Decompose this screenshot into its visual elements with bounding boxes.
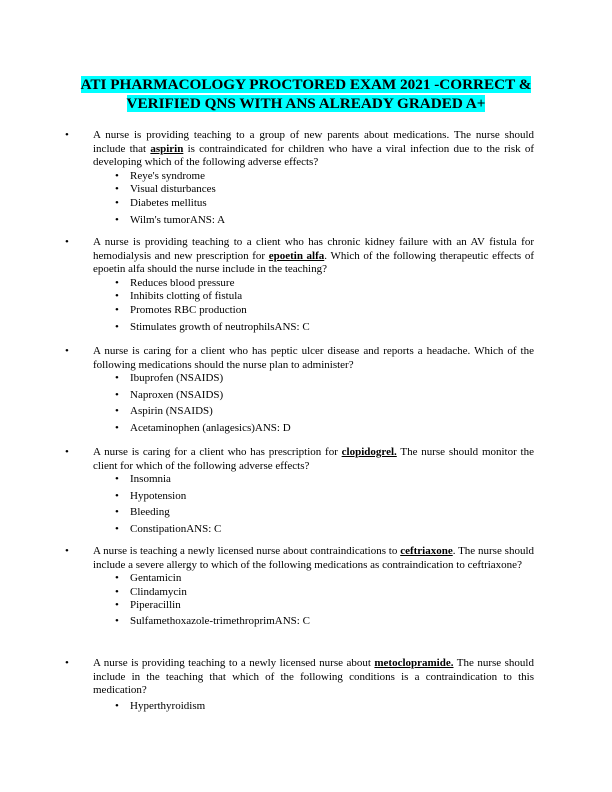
answer-option: • Visual disturbances xyxy=(115,183,534,197)
answer-option: • Promotes RBC production xyxy=(115,304,534,318)
answer-option: • Acetaminophen (anlagesics)ANS: D xyxy=(115,422,534,436)
answer-option: • Wilm's tumorANS: A xyxy=(115,214,534,228)
answer-options xyxy=(115,473,534,536)
question-stem: A nurse is teaching a newly licensed nurse about contraindications to ceftriaxone. The nurse should include a severe allergy to which of the following medications as contraindication to ceftriaxone? xyxy=(93,545,534,571)
answer-options xyxy=(115,277,534,335)
answer-option: • Inhibits clotting of fistula xyxy=(115,290,534,304)
answer-option: • Hypotension xyxy=(115,490,534,504)
answer-option: • Diabetes mellitus xyxy=(115,197,534,211)
answer-option: • Gentamicin xyxy=(115,572,534,586)
answer-option: • Aspirin (NSAIDS) xyxy=(115,405,534,419)
answer-option: • Clindamycin xyxy=(115,586,534,600)
question-item xyxy=(60,446,534,536)
answer-option: • Bleeding xyxy=(115,506,534,520)
answer-option: • Insomnia xyxy=(115,473,534,487)
answer-option: • Piperacillin xyxy=(115,599,534,613)
answer-options xyxy=(115,700,534,714)
drug-name: aspirin xyxy=(150,142,184,155)
question-stem: A nurse is caring for a client who has prescription for clopidogrel. The nurse should monitor the client for which of the following adverse effects? xyxy=(93,446,534,472)
title-line-2: VERIFIED QNS WITH ANS ALREADY GRADED A+ xyxy=(126,95,486,112)
question-bullet: • xyxy=(65,345,69,357)
answer-option: • Stimulates growth of neutrophilsANS: C xyxy=(115,321,534,335)
question-item xyxy=(60,345,534,435)
document-title xyxy=(60,75,552,113)
question-item xyxy=(60,129,534,228)
answer-options xyxy=(115,170,534,228)
answer-option: • ConstipationANS: C xyxy=(115,523,534,537)
answer-option: • Sulfamethoxazole-trimethroprimANS: C xyxy=(115,615,534,629)
answer-option: • Reduces blood pressure xyxy=(115,277,534,291)
drug-name: clopidogrel. xyxy=(341,446,397,458)
drug-name: metoclopramide. xyxy=(374,657,454,669)
question-stem: A nurse is caring for a client who has peptic ulcer disease and reports a headache. Which of the following medications should the nurse plan to administer? xyxy=(93,345,534,371)
title-line-1: ATI PHARMACOLOGY PROCTORED EXAM 2021 -CORRECT & xyxy=(80,76,532,93)
answer-option: • Ibuprofen (NSAIDS) xyxy=(115,372,534,386)
question-bullet: • xyxy=(65,657,69,669)
answer-options xyxy=(115,372,534,435)
question-stem: A nurse is providing teaching to a client who has chronic kidney failure with an AV fistula for hemodialysis and new prescription for epoetin alfa. Which of the following therapeutic effects of epoetin alfa should the nurse include in the teaching? xyxy=(93,236,534,275)
drug-name: epoetin alfa xyxy=(268,249,325,262)
answer-option: • Naproxen (NSAIDS) xyxy=(115,389,534,403)
answer-options xyxy=(115,572,534,628)
answer-option: • Reye's syndrome xyxy=(115,170,534,184)
question-stem: A nurse is providing teaching to a group of new parents about medications. The nurse should include that aspirin is contraindicated for children who have a viral infection due to the risk of developing which of the following adverse effects? xyxy=(93,129,535,168)
question-item xyxy=(60,545,534,628)
question-bullet: • xyxy=(65,129,69,141)
question-item xyxy=(60,657,534,713)
drug-name: ceftriaxone xyxy=(400,545,453,557)
question-bullet: • xyxy=(65,446,69,458)
question-bullet: • xyxy=(65,236,69,248)
question-stem: A nurse is providing teaching to a newly licensed nurse about metoclopramide. The nurse should include in the teaching that which of the following conditions is a contraindication to this medication? xyxy=(93,657,534,696)
question-bullet: • xyxy=(65,545,69,557)
answer-option: • Hyperthyroidism xyxy=(115,700,534,714)
question-item xyxy=(60,236,534,335)
